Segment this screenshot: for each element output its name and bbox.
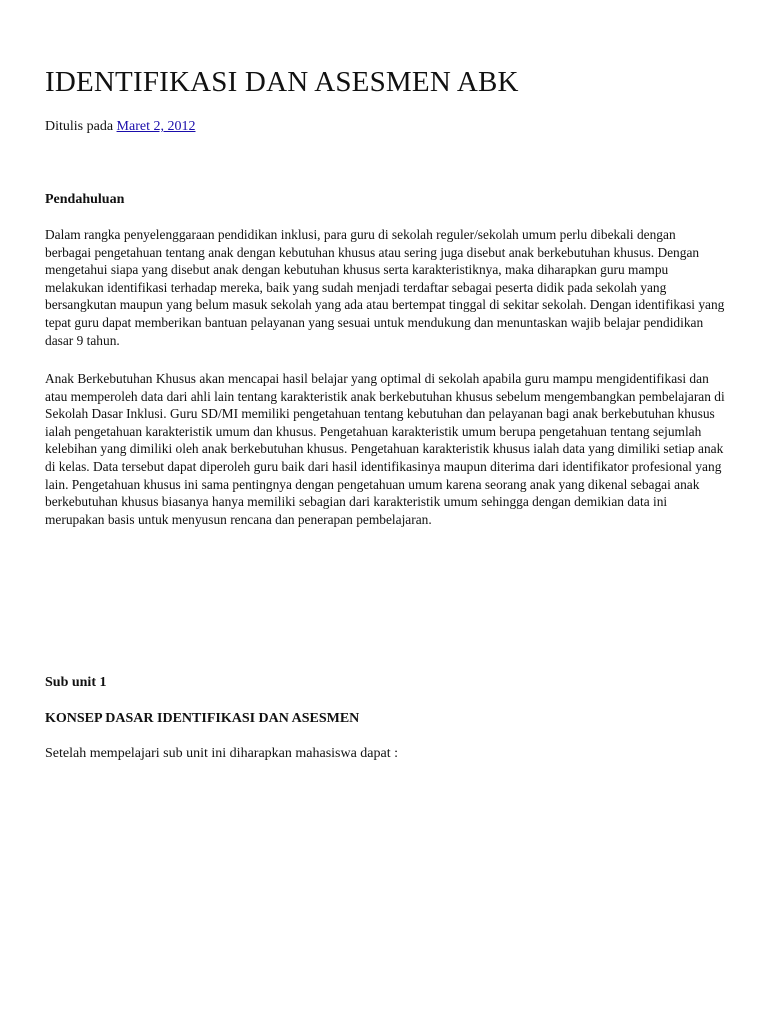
intro-heading: Pendahuluan: [45, 192, 125, 207]
sub-unit-heading: Sub unit 1: [45, 675, 107, 690]
byline-prefix: Ditulis pada: [45, 119, 117, 134]
article-byline: [45, 119, 195, 135]
article-title: IDENTIFIKASI DAN ASESMEN ABK: [45, 66, 519, 98]
date-link[interactable]: Maret 2, 2012: [116, 119, 196, 134]
concept-heading: KONSEP DASAR IDENTIFIKASI DAN ASESMEN: [45, 711, 360, 726]
intro-paragraph-1: Dalam rangka penyelenggaraan pendidikan inklusi, para guru di sekolah reguler/sekolah umum perlu dibekali dengan berbagai pengetahuan tentang anak dengan kebutuhan khusus atau sering juga disebut anak berkebutuhan khusus. Dengan mengetahui siapa yang disebut anak dengan kebutuhan khusus serta karakteristiknya, maka diharapkan guru mampu melakukan identifikasi terhadap mereka, baik yang sudah menjadi terdaftar sebagai peserta didik pada sekolah yang bersangkutan maupun yang belum masuk sekolah yang ada atau bertempat tinggal di sekitar sekolah. Dengan identifikasi yang tepat guru dapat memberikan bantuan pelayanan yang sesuai untuk mendukung dan menuntaskan wajib belajar pendidikan dasar 9 tahun.: [45, 227, 725, 348]
intro-paragraph-2: Anak Berkebutuhan Khusus akan mencapai hasil belajar yang optimal di sekolah apabila guru mampu mengidentifikasi dan atau memperoleh data dari ahli lain tentang karakteristik anak berkebutuhan khusus sebelum mengembangkan pembelajaran di Sekolah Dasar Inklusi. Guru SD/MI memiliki pengetahuan tentang kebutuhan dan pelayanan bagi anak berkebutuhan khusus ialah pengetahuan karakteristik umum dan khusus. Pengetahuan karakteristik umum berupa pengetahuan tentang sejumlah kelebihan yang dimiliki oleh anak berkebutuhan khusus. Pengetahuan karakteristik khusus ialah data yang dimiliki setiap anak di kelas. Data tersebut dapat diperoleh guru baik dari hasil identifikasinya maupun diterima dari identifikator profesional yang lain. Pengetahuan khusus ini sama pentingnya dengan pengetahuan umum karena seorang anak yang dikenal sebagai anak berkebutuhan khusus biasanya hanya memiliki sebagian dari karakteristik umum sehingga dengan demikian data ini merupakan basis untuk menyusun rencana dan penerapan pembelajaran.: [45, 371, 725, 527]
objective-text: Setelah mempelajari sub unit ini diharapkan mahasiswa dapat :: [45, 746, 399, 761]
